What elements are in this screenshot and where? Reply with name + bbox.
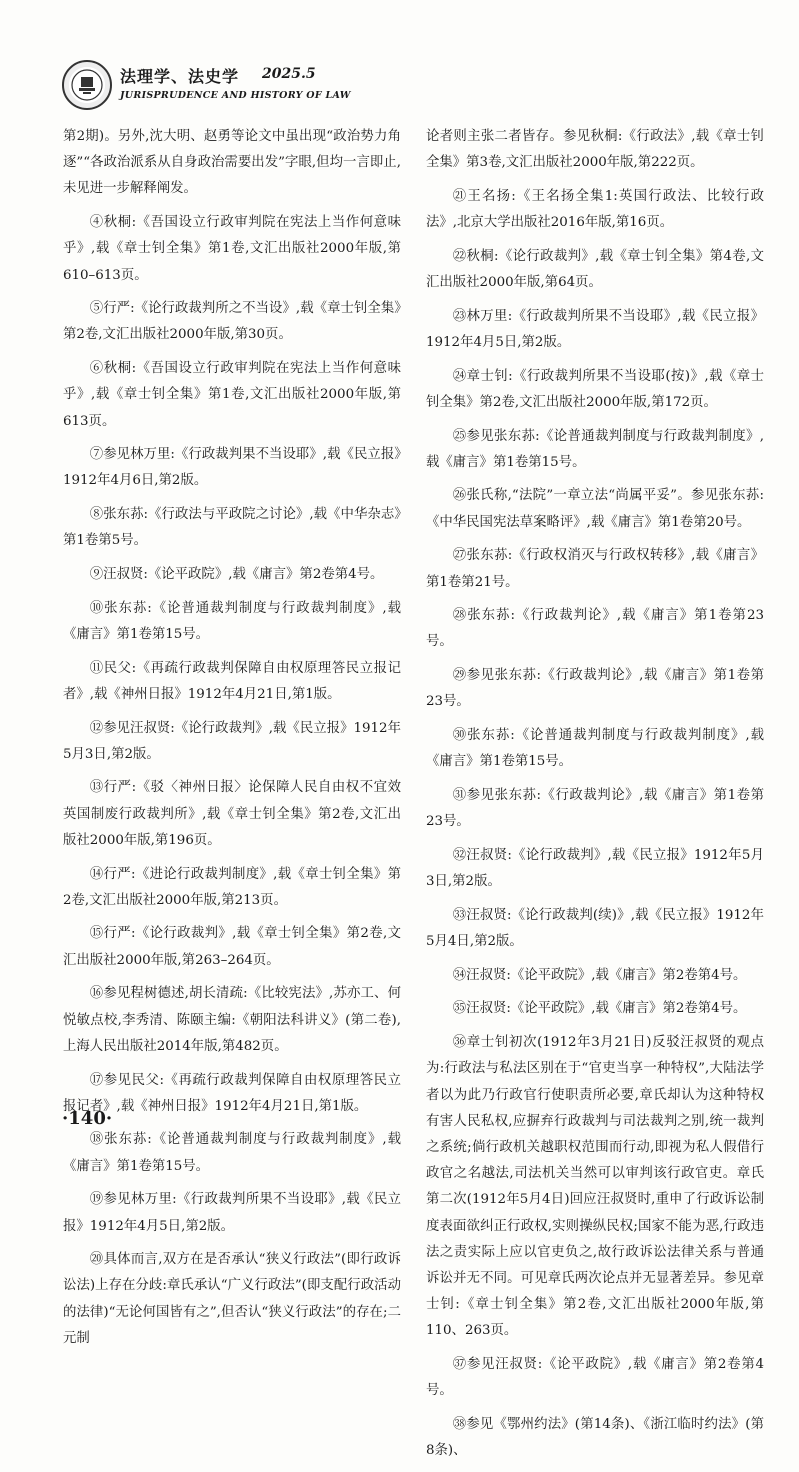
footnote-paragraph: ㊱章士钊初次(1912年3月21日)反驳汪叔贤的观点为:行政法与私法区别在于“官吏当享一种特权”,大陆法学者以为此乃行政官行使职责所必要,章氏却认为这种特权有害人民私权,应摒弃行政裁判与司法裁判之别,统一裁判之系统;倘行政机关越职权范围而行动,即视为私人假借行政官之名越法,司法机关当然可以审判该行政官吏。章氏第二次(1912年5月4日)回应汪叔贤时,重申了行政诉讼制度表面欲纠正行政权,实则操纵民权;国家不能为恶,行政违法之责实际上应以官吏负之,故行政诉讼法律关系与普通诉讼并无不同。可见章氏两次论点并无显著差异。参见章士钊:《章士钊全集》第2卷,文汇出版社2000年版,第110、263页。 (426, 1035, 764, 1339)
footnote-paragraph: 论者则主张二者皆存。参见秋桐:《行政法》,载《章士钊全集》第3卷,文汇出版社2000年版,第222页。 (426, 129, 764, 171)
footnote-paragraph: ㉑王名扬:《王名扬全集1:英国行政法、比较行政法》,北京大学出版社2016年版,第16页。 (426, 188, 764, 231)
footnote-paragraph: ⑮行严:《论行政裁判》,载《章士钊全集》第2卷,文汇出版社2000年版,第263–264页。 (63, 926, 401, 968)
footnote-paragraph: ⑬行严:《驳〈神州日报〉论保障人民自由权不宜效英国制废行政裁判所》,载《章士钊全集》第2卷,文汇出版社2000年版,第196页。 (63, 780, 401, 848)
footnote-paragraph: ㉕参见张东荪:《论普通裁判制度与行政裁判制度》,载《庸言》第1卷第15号。 (426, 428, 764, 470)
footnote-paragraph: ⑥秋桐:《吾国设立行政审判院在宪法上当作何意味乎》,载《章士钊全集》第1卷,文汇出版社2000年版,第613页。 (63, 361, 401, 429)
institution-logo-icon (62, 60, 112, 110)
footnote-paragraph: ⑪民父:《再疏行政裁判保障自由权原理答民立报记者》,载《神州日报》1912年4月21日,第1版。 (63, 660, 401, 702)
footnote-paragraph: ⑭行严:《进论行政裁判制度》,载《章士钊全集》第2卷,文汇出版社2000年版,第213页。 (63, 866, 401, 908)
footnote-paragraph: ㉜汪叔贤:《论行政裁判》,载《民立报》1912年5月3日,第2版。 (426, 847, 764, 890)
footnotes-left-column (63, 124, 401, 1360)
footnote-paragraph: ㉔章士钊:《行政裁判所果不当设耶(按)》,载《章士钊全集》第2卷,文汇出版社2000年版,第172页。 (426, 368, 764, 410)
footnote-paragraph: ⑲参见林万里:《行政裁判所果不当设耶》,载《民立报》1912年4月5日,第2版。 (63, 1192, 401, 1234)
footnote-paragraph: ㉙参见张东荪:《行政裁判论》,载《庸言》第1卷第23号。 (426, 668, 764, 710)
journal-title-cn: 法理学、法史学 (120, 67, 240, 86)
footnote-paragraph: ㊲参见汪叔贤:《论平政院》,载《庸言》第2卷第4号。 (426, 1357, 764, 1399)
footnote-paragraph: ⑫参见汪叔贤:《论行政裁判》,载《民立报》1912年5月3日,第2版。 (63, 720, 401, 762)
footnote-paragraph: ㊳参见《鄂州约法》(第14条)、《浙江临时约法》(第8条)、 (426, 1416, 764, 1459)
footnote-paragraph: ㉖张氏称,“法院”一章立法“尚属平妥”。参见张东荪:《中华民国宪法草案略评》,载《庸言》第1卷第20号。 (426, 488, 764, 530)
footnote-paragraph: ⑰参见民父:《再疏行政裁判保障自由权原理答民立报记者》,载《神州日报》1912年4月21日,第1版。 (63, 1072, 401, 1114)
footnote-paragraph: ⑯参见程树德述,胡长清疏:《比较宪法》,苏亦工、何悦敏点校,李秀清、陈颐主编:《朝阳法科讲义》(第二卷),上海人民出版社2014年版,第482页。 (63, 986, 401, 1054)
footnote-paragraph: ⑤行严:《论行政裁判所之不当设》,载《章士钊全集》第2卷,文汇出版社2000年版,第30页。 (63, 301, 401, 343)
footnote-paragraph: ⑳具体而言,双方在是否承认“狭义行政法”(即行政诉讼法)上存在分歧:章氏承认“广义行政法”(即支配行政活动的法律)“无论何国皆有之”,但否认“狭义行政法”的存在;二元制 (63, 1252, 401, 1346)
footnote-paragraph: ㉘张东荪:《行政裁判论》,载《庸言》第1卷第23号。 (426, 608, 764, 650)
footnote-paragraph: ㉚张东荪:《论普通裁判制度与行政裁判制度》,载《庸言》第1卷第15号。 (426, 728, 764, 770)
footnote-paragraph: ㉝汪叔贤:《论行政裁判(续)》,载《民立报》1912年5月4日,第2版。 (426, 907, 764, 949)
footnote-paragraph: ㉓林万里:《行政裁判所果不当设耶》,载《民立报》1912年4月5日,第2版。 (426, 308, 764, 350)
footnote-paragraph: ㉗张东荪:《行政权消灭与行政权转移》,载《庸言》第1卷第21号。 (426, 548, 764, 590)
journal-header (62, 60, 742, 110)
footnote-paragraph: 第2期)。另外,沈大明、赵勇等论文中虽出现“政治势力角逐”“各政治派系从自身政治需要出发”字眼,但均一言即止,未见进一步解释阐发。 (63, 129, 401, 197)
footnote-paragraph: ㉒秋桐:《论行政裁判》,载《章士钊全集》第4卷,文汇出版社2000年版,第64页。 (426, 248, 764, 291)
footnote-paragraph: ㉟汪叔贤:《论平政院》,载《庸言》第2卷第4号。 (452, 1001, 747, 1017)
footnote-paragraph: ⑨汪叔贤:《论平政院》,载《庸言》第2卷第4号。 (89, 567, 384, 583)
footnote-paragraph: ⑱张东荪:《论普通裁判制度与行政裁判制度》,载《庸言》第1卷第15号。 (63, 1132, 401, 1174)
page-number: ·140· (62, 1108, 113, 1129)
footnote-paragraph: ⑩张东荪:《论普通裁判制度与行政裁判制度》,载《庸言》第1卷第15号。 (63, 600, 401, 642)
footnote-paragraph: ④秋桐:《吾国设立行政审判院在宪法上当作何意味乎》,载《章士钊全集》第1卷,文汇出版社2000年版,第610–613页。 (63, 215, 401, 283)
footnote-paragraph: ⑦参见林万里:《行政裁判果不当设耶》,载《民立报》1912年4月6日,第2版。 (63, 447, 401, 489)
footnote-paragraph: ⑧张东荪:《行政法与平政院之讨论》,载《中华杂志》第1卷第5号。 (63, 507, 401, 549)
footnote-paragraph: ㉛参见张东荪:《行政裁判论》,载《庸言》第1卷第23号。 (426, 787, 764, 830)
footnotes-right-column (426, 124, 764, 1472)
journal-issue: 2025.5 (262, 66, 316, 82)
footnote-paragraph: ㉞汪叔贤:《论平政院》,载《庸言》第2卷第4号。 (452, 967, 747, 983)
journal-title-en: JURISPRUDENCE AND HISTORY OF LAW (120, 90, 351, 101)
